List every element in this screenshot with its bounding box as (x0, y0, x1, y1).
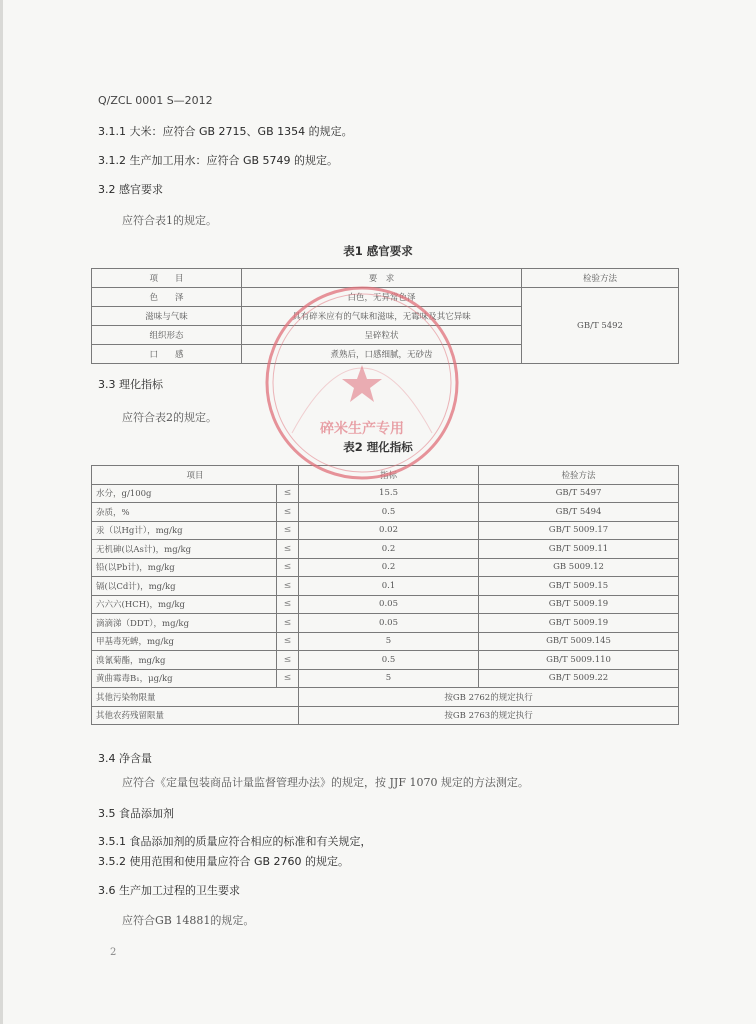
table-cell-method: GB/T 5009.19 (479, 614, 679, 633)
heading-3-2: 3.2 感官要求 (98, 183, 163, 196)
table-cell-item: 溴氰菊酯，mg/kg (92, 651, 277, 670)
table-cell-method: GB/T 5009.22 (479, 669, 679, 688)
clause-3-3-body: 应符合表2的规定。 (122, 411, 217, 424)
table-cell-method: GB/T 5492 (522, 288, 679, 364)
table-row (92, 521, 679, 540)
table-row (92, 669, 679, 688)
table-cell: 煮熟后，口感细腻，无砂齿 (242, 345, 522, 364)
heading-3-4: 3.4 净含量 (98, 752, 152, 765)
table-header-cell: 项目 (92, 466, 299, 485)
table-cell-value: 0.1 (299, 577, 479, 596)
table-header-row (92, 466, 679, 485)
table-row (92, 632, 679, 651)
page-number: 2 (110, 947, 117, 958)
table-cell-item: 无机砷(以As计)，mg/kg (92, 540, 277, 559)
table-cell: 白色，无异常色泽 (242, 288, 522, 307)
table-cell-item: 汞（以Hg计），mg/kg (92, 521, 277, 540)
table-cell: 其他农药残留限量 (92, 706, 299, 725)
table-physicochemical (91, 465, 679, 725)
table-cell-item: 滴滴涕（DDT），mg/kg (92, 614, 277, 633)
table-cell: 滋味与气味 (92, 307, 242, 326)
clause-3-4-body: 应符合《定量包装商品计量监督管理办法》的规定，按 JJF 1070 规定的方法测定。 (122, 776, 529, 789)
table-cell-symbol: ≤ (277, 540, 299, 559)
table-cell-value: 0.5 (299, 651, 479, 670)
table-cell: 按GB 2763的规定执行 (299, 706, 679, 725)
table-cell-symbol: ≤ (277, 484, 299, 503)
table1-caption: 表1 感官要求 (343, 244, 413, 258)
table-cell: 口 感 (92, 345, 242, 364)
table-row (92, 614, 679, 633)
table-cell-value: 15.5 (299, 484, 479, 503)
table-row (92, 484, 679, 503)
table-cell-value: 5 (299, 669, 479, 688)
table-cell-item: 黄曲霉毒B₁，μg/kg (92, 669, 277, 688)
table-row-merged (92, 706, 679, 725)
table-row (92, 595, 679, 614)
table-cell-value: 0.5 (299, 503, 479, 522)
table-cell-method: GB/T 5494 (479, 503, 679, 522)
table-cell-item: 甲基毒死蜱，mg/kg (92, 632, 277, 651)
clause-3-5-1: 3.5.1 食品添加剂的质量应符合相应的标准和有关规定， (98, 835, 372, 848)
clause-3-5-2: 3.5.2 使用范围和使用量应符合 GB 2760 的规定。 (98, 855, 350, 868)
clause-3-2-body: 应符合表1的规定。 (122, 214, 217, 227)
table-cell-symbol: ≤ (277, 632, 299, 651)
table-row (92, 558, 679, 577)
table-header-cell: 指标 (299, 466, 479, 485)
table-cell-method: GB/T 5009.145 (479, 632, 679, 651)
table-row (92, 288, 679, 307)
table-cell-method: GB/T 5009.110 (479, 651, 679, 670)
table-cell-value: 0.05 (299, 614, 479, 633)
table-header-cell: 要 求 (242, 269, 522, 288)
table-cell-item: 铅(以Pb计)，mg/kg (92, 558, 277, 577)
table-row (92, 503, 679, 522)
heading-3-6: 3.6 生产加工过程的卫生要求 (98, 884, 240, 897)
table-cell-item: 水分，g/100g (92, 484, 277, 503)
table-cell-item: 镉(以Cd计)，mg/kg (92, 577, 277, 596)
table-cell-method: GB/T 5009.17 (479, 521, 679, 540)
table-cell-value: 0.2 (299, 540, 479, 559)
table-cell-symbol: ≤ (277, 521, 299, 540)
seal-text: 碎米生产专用 (320, 421, 404, 437)
table-cell-symbol: ≤ (277, 595, 299, 614)
table-cell: 呈碎粒状 (242, 326, 522, 345)
table-cell-method: GB/T 5009.15 (479, 577, 679, 596)
heading-3-3: 3.3 理化指标 (98, 378, 163, 391)
table-header-row (92, 269, 679, 288)
table-row (92, 540, 679, 559)
table-cell: 色 泽 (92, 288, 242, 307)
page-edge (0, 0, 3, 1024)
table-cell-value: 0.05 (299, 595, 479, 614)
table-row (92, 651, 679, 670)
table-cell-method: GB/T 5009.19 (479, 595, 679, 614)
table-cell-symbol: ≤ (277, 614, 299, 633)
table-cell-method: GB/T 5497 (479, 484, 679, 503)
table-cell: 具有碎米应有的气味和滋味，无霉味及其它异味 (242, 307, 522, 326)
table-row-merged (92, 688, 679, 707)
table-cell-symbol: ≤ (277, 558, 299, 577)
table-cell: 按GB 2762的规定执行 (299, 688, 679, 707)
table-cell-symbol: ≤ (277, 651, 299, 670)
table-cell-symbol: ≤ (277, 503, 299, 522)
clause-3-6-body: 应符合GB 14881的规定。 (122, 914, 255, 927)
table-header-cell: 项 目 (92, 269, 242, 288)
table2-caption: 表2 理化指标 (343, 440, 413, 454)
table-cell-symbol: ≤ (277, 669, 299, 688)
table-row (92, 577, 679, 596)
table-cell-method: GB 5009.12 (479, 558, 679, 577)
table-cell-method: GB/T 5009.11 (479, 540, 679, 559)
heading-3-5: 3.5 食品添加剂 (98, 807, 174, 820)
table-header-cell: 检验方法 (522, 269, 679, 288)
doc-number: Q/ZCL 0001 S—2012 (98, 94, 213, 107)
table-cell-item: 杂质，% (92, 503, 277, 522)
table-header-cell: 检验方法 (479, 466, 679, 485)
table-cell-value: 5 (299, 632, 479, 651)
clause-3-1-2: 3.1.2 生产加工用水：应符合 GB 5749 的规定。 (98, 154, 339, 167)
table-cell-item: 六六六(HCH)，mg/kg (92, 595, 277, 614)
clause-3-1-1: 3.1.1 大米：应符合 GB 2715、GB 1354 的规定。 (98, 125, 353, 138)
table-cell: 其他污染物限量 (92, 688, 299, 707)
table-cell-symbol: ≤ (277, 577, 299, 596)
table-cell-value: 0.2 (299, 558, 479, 577)
table-sensory (91, 268, 679, 364)
table-cell: 组织形态 (92, 326, 242, 345)
table-cell-value: 0.02 (299, 521, 479, 540)
